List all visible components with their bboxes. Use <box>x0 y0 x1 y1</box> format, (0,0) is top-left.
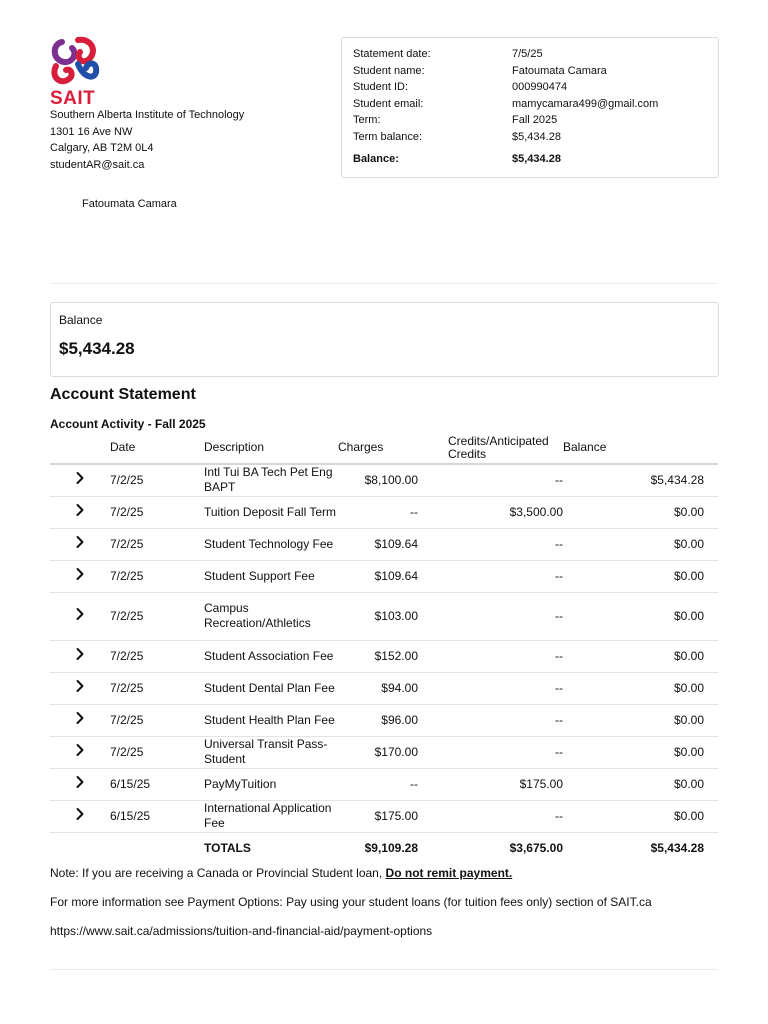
summary-value: 000990474 <box>512 81 568 93</box>
row-balance: $0.00 <box>563 528 718 560</box>
row-charges: $103.00 <box>338 592 418 640</box>
address-line1: 1301 16 Ave NW <box>50 125 133 138</box>
summary-row <box>353 129 707 146</box>
row-description: PayMyTuition <box>204 768 338 800</box>
row-credits: -- <box>418 592 563 640</box>
payment-options-url: https://www.sait.ca/admissions/tuition-and-financial-aid/payment-options <box>50 924 433 938</box>
summary-label: Term: <box>353 114 381 126</box>
chevron-right-icon[interactable] <box>72 774 88 790</box>
summary-label: Term balance: <box>353 130 423 143</box>
totals-row <box>50 832 718 864</box>
table-row[interactable] <box>50 768 718 800</box>
row-expand-toggle[interactable] <box>50 496 110 528</box>
chevron-right-icon[interactable] <box>72 742 88 758</box>
row-credits: -- <box>418 464 563 496</box>
row-description: International Application Fee <box>204 800 338 832</box>
row-description: Student Health Plan Fee <box>204 704 338 736</box>
table-row[interactable] <box>50 464 718 496</box>
row-description: Intl Tui BA Tech Pet Eng BAPT <box>204 464 338 496</box>
row-credits: -- <box>418 736 563 768</box>
row-charges: $94.00 <box>338 672 418 704</box>
activity-title: Account Activity - Fall 2025 <box>50 417 206 431</box>
row-date: 7/2/25 <box>110 528 204 560</box>
totals-credits: $3,675.00 <box>509 840 563 855</box>
table-header-row <box>50 432 718 464</box>
row-expand-toggle[interactable] <box>50 800 110 832</box>
page-title: Account Statement <box>50 386 196 403</box>
table-row[interactable] <box>50 704 718 736</box>
row-expand-toggle[interactable] <box>50 736 110 768</box>
institution-name: Southern Alberta Institute of Technology <box>50 109 245 121</box>
date-column-header: Date <box>110 432 204 464</box>
row-balance: $0.00 <box>563 496 718 528</box>
chevron-right-icon[interactable] <box>72 566 88 582</box>
table-row[interactable] <box>50 736 718 768</box>
summary-value: Fatoumata Camara <box>512 64 607 77</box>
table-row[interactable] <box>50 800 718 832</box>
row-credits: -- <box>418 800 563 832</box>
row-description: Campus Recreation/Athletics <box>204 592 338 640</box>
row-expand-toggle[interactable] <box>50 464 110 496</box>
divider <box>50 283 718 284</box>
balance-column-header: Balance <box>563 432 718 464</box>
balance-card-label: Balance <box>59 313 103 327</box>
row-balance: $0.00 <box>563 704 718 736</box>
chevron-right-icon[interactable] <box>72 606 88 622</box>
row-credits: -- <box>418 704 563 736</box>
summary-value: $5,434.28 <box>512 130 561 143</box>
chevron-right-icon[interactable] <box>72 678 88 694</box>
summary-row <box>353 63 707 80</box>
summary-label: Student ID: <box>353 81 409 93</box>
row-date: 7/2/25 <box>110 464 204 496</box>
row-expand-toggle[interactable] <box>50 704 110 736</box>
row-charges: -- <box>338 496 418 528</box>
row-charges: $109.64 <box>338 560 418 592</box>
table-row[interactable] <box>50 560 718 592</box>
row-description: Tuition Deposit Fall Term <box>204 496 338 528</box>
row-balance: $5,434.28 <box>563 464 718 496</box>
divider <box>50 969 718 970</box>
row-date: 7/2/25 <box>110 704 204 736</box>
totals-label: TOTALS <box>204 840 251 855</box>
row-expand-toggle[interactable] <box>50 768 110 800</box>
row-expand-toggle[interactable] <box>50 560 110 592</box>
row-balance: $0.00 <box>563 640 718 672</box>
chevron-right-icon[interactable] <box>72 646 88 662</box>
statement-summary-box <box>341 37 719 178</box>
row-charges: $175.00 <box>338 800 418 832</box>
loan-note <box>50 866 512 880</box>
summary-value: 7/5/25 <box>512 48 543 60</box>
row-description: Student Dental Plan Fee <box>204 672 338 704</box>
row-charges: $8,100.00 <box>338 464 418 496</box>
row-credits: -- <box>418 528 563 560</box>
row-date: 6/15/25 <box>110 768 204 800</box>
row-credits: $175.00 <box>418 768 563 800</box>
institution-email: studentAR@sait.ca <box>50 158 145 171</box>
info-note: For more information see Payment Options: Pay using your student loans (for tuition fees only) section of SAIT.ca <box>50 895 652 909</box>
row-description: Student Support Fee <box>204 560 338 592</box>
chevron-right-icon[interactable] <box>72 806 88 822</box>
totals-balance: $5,434.28 <box>650 840 704 855</box>
row-credits: -- <box>418 560 563 592</box>
summary-value: mamycamara499@gmail.com <box>512 97 659 110</box>
expand-column-header <box>50 432 110 464</box>
row-balance: $0.00 <box>563 800 718 832</box>
row-charges: $170.00 <box>338 736 418 768</box>
table-row[interactable] <box>50 528 718 560</box>
institution-address <box>50 107 244 173</box>
summary-row <box>353 79 707 96</box>
row-credits: $3,500.00 <box>418 496 563 528</box>
summary-row <box>353 46 707 63</box>
summary-label: Student name: <box>353 64 425 77</box>
row-description: Student Technology Fee <box>204 528 338 560</box>
row-date: 7/2/25 <box>110 560 204 592</box>
totals-charges: $9,109.28 <box>364 840 418 855</box>
row-charges: $152.00 <box>338 640 418 672</box>
description-column-header: Description <box>204 432 338 464</box>
chevron-right-icon[interactable] <box>72 502 88 518</box>
row-date: 7/2/25 <box>110 592 204 640</box>
table-row[interactable] <box>50 496 718 528</box>
row-date: 7/2/25 <box>110 672 204 704</box>
table-row[interactable] <box>50 672 718 704</box>
row-charges: $96.00 <box>338 704 418 736</box>
summary-balance-value: $5,434.28 <box>512 153 561 165</box>
summary-row <box>353 96 707 113</box>
loan-note-emphasis: Do not remit payment. <box>385 866 513 880</box>
row-balance: $0.00 <box>563 560 718 592</box>
row-balance: $0.00 <box>563 672 718 704</box>
table-row[interactable] <box>50 640 718 672</box>
activity-table-body <box>50 464 718 832</box>
activity-table <box>50 432 718 864</box>
row-date: 7/2/25 <box>110 736 204 768</box>
row-credits: -- <box>418 672 563 704</box>
chevron-right-icon[interactable] <box>72 710 88 726</box>
row-date: 7/2/25 <box>110 640 204 672</box>
summary-label: Student email: <box>353 97 424 110</box>
logo-wordmark: SAIT <box>50 88 96 109</box>
row-description: Universal Transit Pass-Student <box>204 736 338 768</box>
row-expand-toggle[interactable] <box>50 640 110 672</box>
row-balance: $0.00 <box>563 736 718 768</box>
summary-label: Statement date: <box>353 48 431 60</box>
row-balance: $0.00 <box>563 768 718 800</box>
summary-balance-row <box>353 151 707 168</box>
charges-column-header: Charges <box>338 432 418 464</box>
chevron-right-icon[interactable] <box>72 534 88 550</box>
row-charges: $109.64 <box>338 528 418 560</box>
row-expand-toggle[interactable] <box>50 528 110 560</box>
summary-value: Fall 2025 <box>512 114 558 126</box>
row-date: 7/2/25 <box>110 496 204 528</box>
row-charges: -- <box>338 768 418 800</box>
loan-note-text: Note: If you are receiving a Canada or Provincial Student loan, <box>50 866 383 880</box>
balance-card-amount: $5,434.28 <box>59 339 135 358</box>
summary-row <box>353 112 707 129</box>
row-expand-toggle[interactable] <box>50 672 110 704</box>
credits-column-header: Credits/Anticipated Credits <box>418 432 563 464</box>
row-date: 6/15/25 <box>110 800 204 832</box>
row-credits: -- <box>418 640 563 672</box>
row-balance: $0.00 <box>563 592 718 640</box>
recipient-name: Fatoumata Camara <box>82 198 177 210</box>
row-description: Student Association Fee <box>204 640 338 672</box>
chevron-right-icon[interactable] <box>72 470 88 486</box>
balance-card <box>50 302 719 377</box>
table-row[interactable] <box>50 592 718 640</box>
address-line2: Calgary, AB T2M 0L4 <box>50 142 154 154</box>
summary-balance-label: Balance: <box>353 153 399 165</box>
row-expand-toggle[interactable] <box>50 592 110 640</box>
